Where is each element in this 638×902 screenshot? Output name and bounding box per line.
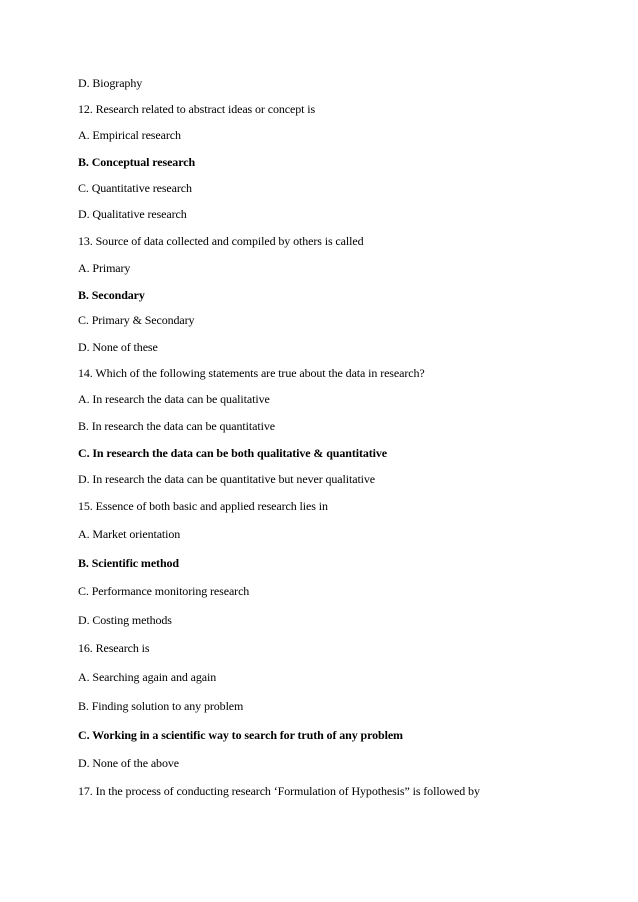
question-15: 15. Essence of both basic and applied research lies in [78, 499, 328, 513]
correct-answer-option-c: C. Working in a scientific way to search for truth of any problem [78, 728, 403, 742]
correct-answer-option-b: B. Conceptual research [78, 155, 196, 169]
answer-option-a: A. Market orientation [78, 527, 181, 541]
correct-answer-option-b: B. Secondary [78, 288, 145, 302]
answer-option-d: D. In research the data can be quantitative but never qualitative [78, 472, 376, 486]
question-14: 14. Which of the following statements are true about the data in research? [78, 366, 425, 380]
question-16: 16. Research is [78, 641, 150, 655]
answer-option-c: C. Quantitative research [78, 181, 192, 195]
answer-option-a: A. Searching again and again [78, 670, 217, 684]
answer-option-d: D. Costing methods [78, 613, 172, 627]
answer-option-d: D. None of the above [78, 756, 179, 770]
answer-option-b: B. Finding solution to any problem [78, 699, 244, 713]
answer-option-a: A. Primary [78, 261, 131, 275]
answer-option-d: D. Biography [78, 76, 143, 90]
answer-option-c: C. Performance monitoring research [78, 584, 250, 598]
answer-option-a: A. Empirical research [78, 128, 181, 142]
answer-option-c: C. Primary & Secondary [78, 313, 195, 327]
question-12: 12. Research related to abstract ideas or concept is [78, 102, 316, 116]
answer-option-b: B. In research the data can be quantitative [78, 419, 275, 433]
answer-option-d: D. Qualitative research [78, 207, 187, 221]
correct-answer-option-c: C. In research the data can be both qualitative & quantitative [78, 446, 388, 460]
correct-answer-option-b: B. Scientific method [78, 556, 179, 570]
question-13: 13. Source of data collected and compiled by others is called [78, 234, 364, 248]
answer-option-d: D. None of these [78, 340, 158, 354]
question-17: 17. In the process of conducting research ‘Formulation of Hypothesis” is followed by [78, 784, 480, 798]
answer-option-a: A. In research the data can be qualitative [78, 392, 270, 406]
